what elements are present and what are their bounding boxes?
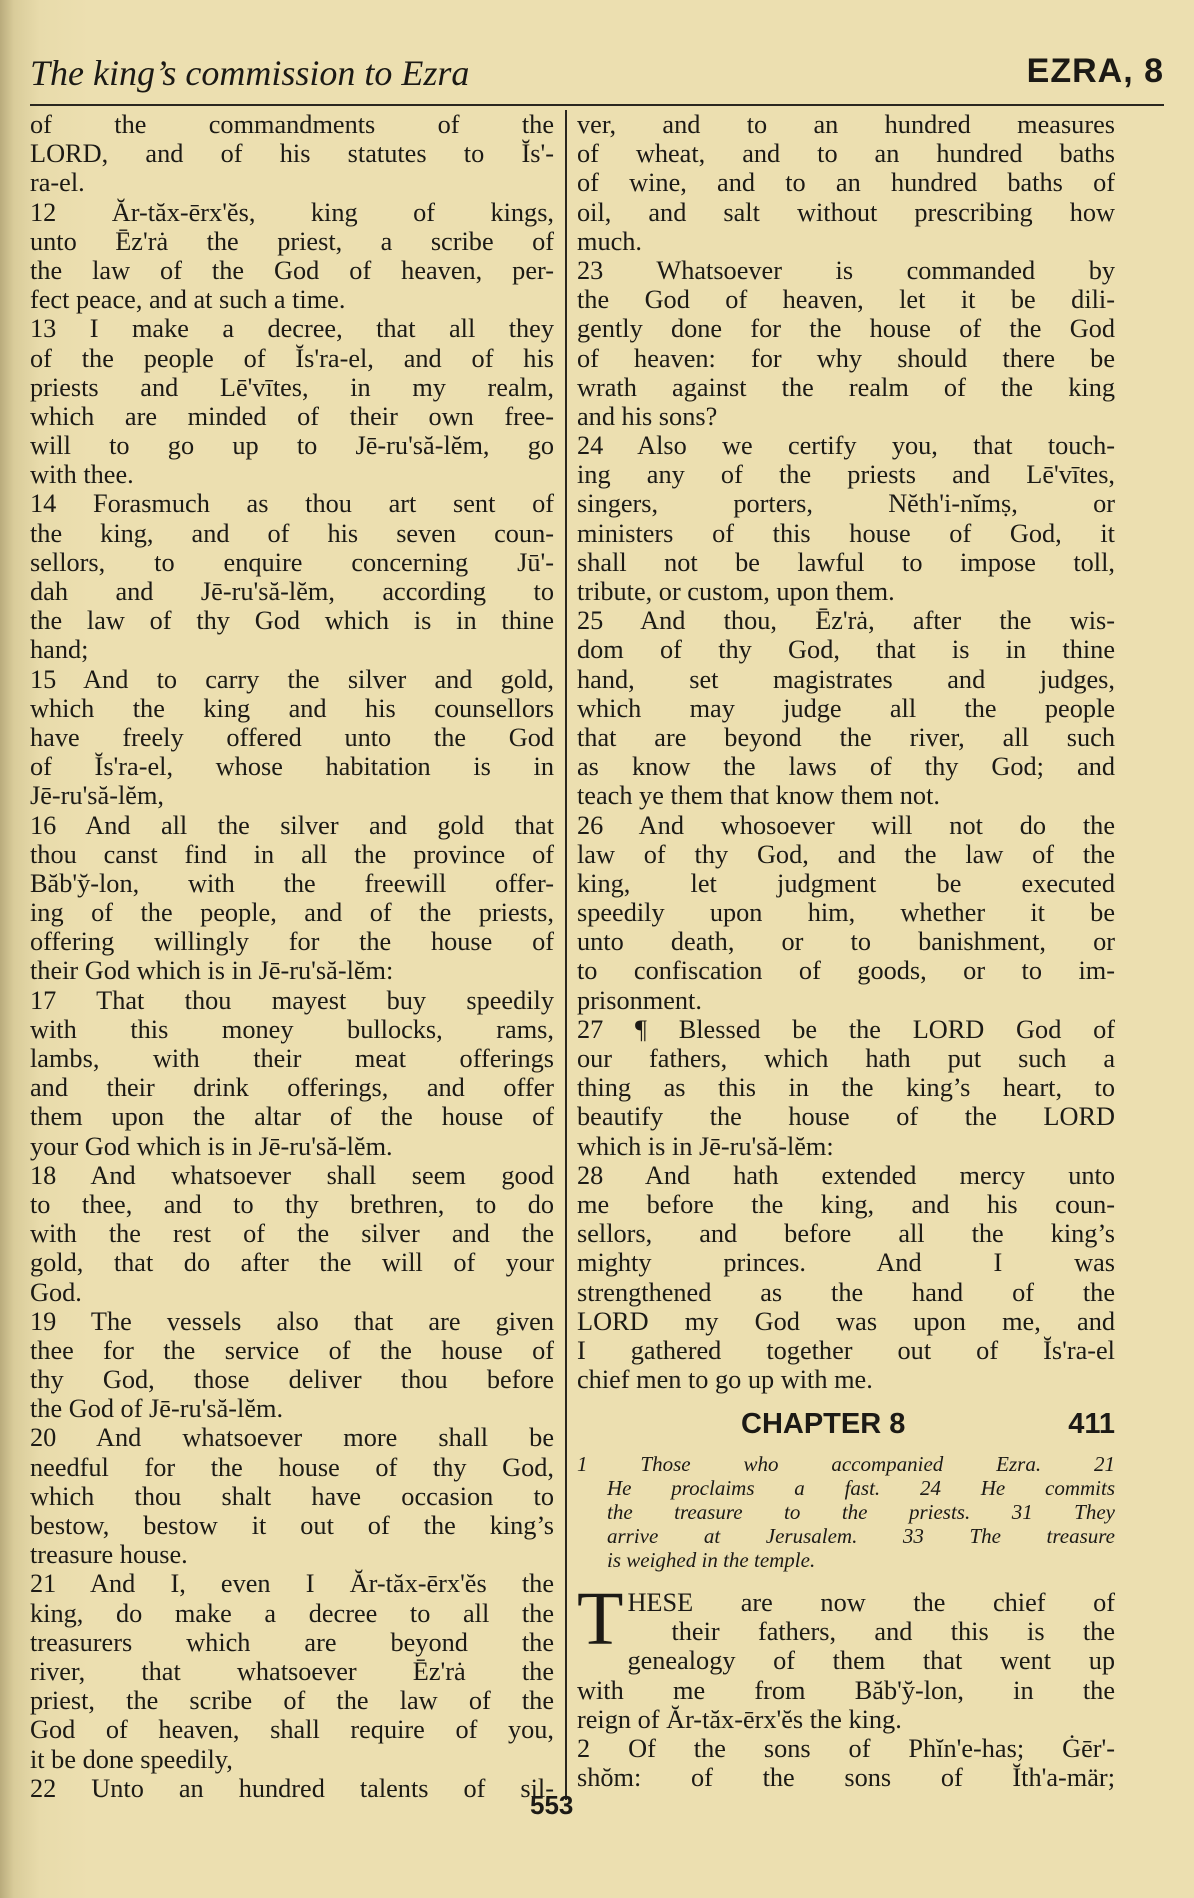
right-text-line: 23 Whatsoever is commanded by [577, 255, 1115, 285]
header-section-title: The king’s commission to Ezra [30, 53, 470, 93]
right-text-line: sellors, and before all the king’s [577, 1219, 1115, 1249]
chapter-opening-text [577, 1577, 1115, 1793]
left-text-line: with thee. [30, 460, 134, 490]
left-text-line: 22 Unto an hundred talents of sil- [30, 1773, 554, 1803]
left-text-line: with this money bullocks, rams, [30, 1014, 554, 1044]
header-rule [30, 104, 1164, 106]
chapter-text-line: 2 Of the sons of Phĭn'e-has; Ġēr'- [577, 1733, 1115, 1763]
chapter-text-line: reign of Ăr-tăx-ērx'ĕs the king. [577, 1704, 902, 1734]
left-text-line: of the people of Ĭs'ra-el, and of his [30, 343, 554, 373]
right-text-line: ver, and to an hundred measures [577, 110, 1115, 139]
chapter-text-line: with me from Băb'y̆-lon, in the [577, 1675, 1115, 1705]
left-text-line: will to go up to Jē-ru'să-lĕm, go [30, 431, 554, 461]
right-text-line: thing as this in the king’s heart, to [577, 1073, 1115, 1103]
running-header [30, 48, 1164, 98]
left-text-line: fect peace, and at such a time. [30, 285, 346, 315]
left-text-line: the law of the God of heaven, per- [30, 255, 554, 285]
right-text-line: mighty princes. And I was [577, 1248, 1115, 1278]
chapter-summary [577, 1452, 1115, 1572]
left-text-line: sellors, to enquire concerning Jū'- [30, 547, 554, 577]
drop-cap: T [577, 1577, 624, 1661]
left-text-line: ra-el. [30, 168, 85, 198]
left-text-line: 12 Ăr-tăx-ērx'ĕs, king of kings, [30, 197, 554, 227]
summary-line: the treasure to the priests. 31 They [607, 1500, 1115, 1524]
right-text-line: as know the laws of thy God; and [577, 752, 1115, 782]
left-text-line: them upon the altar of the house of [30, 1102, 554, 1132]
right-text-line: speedily upon him, whether it be [577, 898, 1115, 928]
right-text-line: which may judge all the people [577, 693, 1115, 723]
right-text-line: 28 And hath extended mercy unto [577, 1160, 1115, 1190]
left-text-line: 14 Forasmuch as thou art sent of [30, 489, 554, 519]
left-text-line: ing of the people, and of the priests, [30, 898, 554, 928]
right-text-line: and his sons? [577, 401, 718, 431]
left-text-line: 20 And whatsoever more shall be [30, 1423, 554, 1453]
left-text-line: river, that whatsoever Ēz'rȧ the [30, 1656, 554, 1686]
left-text-line: needful for the house of thy God, [30, 1452, 554, 1482]
left-text-line: king, do make a decree to all the [30, 1598, 554, 1628]
right-text-line: ministers of this house of God, it [577, 518, 1115, 548]
left-text-line: 19 The vessels also that are given [30, 1306, 554, 1336]
left-text-line: LORD, and of his statutes to Ĭs'- [30, 139, 554, 169]
left-text-line: of Ĭs'ra-el, whose habitation is in [30, 752, 554, 782]
left-text-line: God of heaven, shall require of you, [30, 1715, 554, 1745]
summary-line: He proclaims a fast. 24 He commits [607, 1476, 1115, 1500]
right-text-line: me before the king, and his coun- [577, 1189, 1115, 1219]
right-text-line: 25 And thou, Ēz'rȧ, after the wis- [577, 606, 1115, 636]
right-text-line: 26 And whosoever will not do the [577, 810, 1115, 840]
left-text-line: Jē-ru'să-lĕm, [30, 781, 164, 811]
right-text-line: prisonment. [577, 985, 702, 1015]
left-text-line: Băb'y̆-lon, with the freewill offer- [30, 868, 554, 898]
right-text-line: 24 Also we certify you, that touch- [577, 431, 1115, 461]
chapter-number: 411 [1068, 1408, 1115, 1440]
right-text-line: king, let judgment be executed [577, 868, 1115, 898]
chapter-title: CHAPTER 8 [741, 1408, 906, 1440]
right-text-line: hand, set magistrates and judges, [577, 664, 1115, 694]
left-text-line: dah and Jē-ru'să-lĕm, according to [30, 577, 554, 606]
header-book-chapter: EZRA, 8 [1026, 52, 1164, 90]
left-text-line: God. [30, 1277, 82, 1307]
chapter-text-line: their fathers, and this is the [671, 1617, 1115, 1647]
right-text-line: which is in Jē-ru'să-lĕm: [577, 1131, 834, 1161]
chapter-text-line: HESE are now the chief of [627, 1588, 1115, 1617]
left-text-line: lambs, with their meat offerings [30, 1044, 554, 1073]
right-text-line: ing any of the priests and Lē'vītes, [577, 460, 1115, 490]
left-text-line: treasurers which are beyond the [30, 1627, 554, 1657]
left-text-line: and their drink offerings, and offer [30, 1073, 554, 1103]
right-text-line: of wheat, and to an hundred baths [577, 139, 1115, 169]
summary-line: 1 Those who accompanied Ezra. 21 [577, 1452, 1115, 1476]
right-text-line: of heaven: for why should there be [577, 343, 1115, 373]
column-divider [565, 110, 567, 1800]
left-column [30, 110, 554, 1803]
left-text-line: thy God, those deliver thou before [30, 1365, 554, 1395]
left-text-line: 16 And all the silver and gold that [30, 810, 554, 840]
left-text-line: hand; [30, 635, 89, 665]
right-text-line: shall not be lawful to impose toll, [577, 547, 1115, 577]
right-text-line: singers, porters, Nĕth'i-nĭmṣ, or [577, 489, 1115, 519]
chapter-text-line: shŏm: of the sons of Ĭth'a-mär; [577, 1763, 1115, 1793]
chapter-heading [577, 1408, 1115, 1448]
left-text-line: bestow, bestow it out of the king’s [30, 1511, 554, 1540]
right-text-line: unto death, or to banishment, or [577, 927, 1115, 957]
left-text-line: thou canst find in all the province of [30, 839, 554, 869]
left-text-line: with the rest of the silver and the [30, 1219, 554, 1249]
chapter-text-line: genealogy of them that went up [627, 1646, 1115, 1676]
summary-line: arrive at Jerusalem. 33 The treasure [607, 1524, 1115, 1548]
left-text-line: 18 And whatsoever shall seem good [30, 1160, 554, 1190]
right-text-line: much. [577, 226, 642, 256]
left-text-line: treasure house. [30, 1540, 188, 1570]
right-text-line: that are beyond the river, all such [577, 722, 1115, 752]
page-number: 553 [530, 1790, 574, 1820]
right-text-line: 27 ¶ Blessed be the LORD God of [577, 1014, 1115, 1044]
left-text-line: gold, that do after the will of your [30, 1248, 554, 1278]
left-text-line: it be done speedily, [30, 1744, 233, 1774]
left-text-line: your God which is in Jē-ru'să-lĕm. [30, 1131, 393, 1161]
left-text-line: 17 That thou mayest buy speedily [30, 985, 554, 1015]
left-text-line: offering willingly for the house of [30, 927, 554, 957]
left-text-line: 21 And I, even I Ăr-tăx-ērx'ĕs the [30, 1569, 554, 1599]
left-text-line: have freely offered unto the God [30, 722, 554, 752]
right-text-line: teach ye them that know them not. [577, 781, 940, 811]
left-text-line: priests and Lē'vītes, in my realm, [30, 372, 554, 402]
right-text-line: beautify the house of the LORD [577, 1102, 1115, 1132]
left-text-line: thee for the service of the house of [30, 1335, 554, 1365]
summary-line: is weighed in the temple. [607, 1548, 816, 1572]
left-text-line: which the king and his counsellors [30, 693, 554, 723]
left-text-line: which are minded of their own free- [30, 401, 554, 431]
left-text-line: unto Ēz'rȧ the priest, a scribe of [30, 226, 554, 256]
right-text-line: to confiscation of goods, or to im- [577, 956, 1115, 986]
right-text-line: of wine, and to an hundred baths of [577, 168, 1115, 198]
right-text-line: oil, and salt without prescribing how [577, 197, 1115, 227]
left-text-line: the king, and of his seven coun- [30, 518, 554, 548]
left-text-line: priest, the scribe of the law of the [30, 1686, 554, 1716]
right-text-line: the God of heaven, let it be dili- [577, 285, 1115, 315]
left-text-line: 15 And to carry the silver and gold, [30, 664, 554, 694]
right-text-line: our fathers, which hath put such a [577, 1044, 1115, 1073]
left-text-line: the law of thy God which is in thine [30, 606, 554, 636]
right-text-line: wrath against the realm of the king [577, 372, 1115, 402]
right-text-line: chief men to go up with me. [577, 1365, 873, 1395]
left-text-line: 13 I make a decree, that all they [30, 314, 554, 344]
right-text-line: LORD my God was upon me, and [577, 1306, 1115, 1336]
left-text-line: the God of Jē-ru'să-lĕm. [30, 1394, 284, 1424]
right-text-line: strengthened as the hand of the [577, 1277, 1115, 1307]
left-text-line: to thee, and to thy brethren, to do [30, 1189, 554, 1219]
left-text-line: of the commandments of the [30, 110, 554, 139]
right-text-line: tribute, or custom, upon them. [577, 577, 895, 606]
right-text-line: law of thy God, and the law of the [577, 839, 1115, 869]
right-column [577, 110, 1115, 1394]
right-text-line: I gathered together out of Ĭs'ra-el [577, 1335, 1115, 1365]
right-text-line: gently done for the house of the God [577, 314, 1115, 344]
left-text-line: their God which is in Jē-ru'să-lĕm: [30, 956, 394, 986]
left-text-line: which thou shalt have occasion to [30, 1481, 554, 1511]
right-text-line: dom of thy God, that is in thine [577, 635, 1115, 665]
